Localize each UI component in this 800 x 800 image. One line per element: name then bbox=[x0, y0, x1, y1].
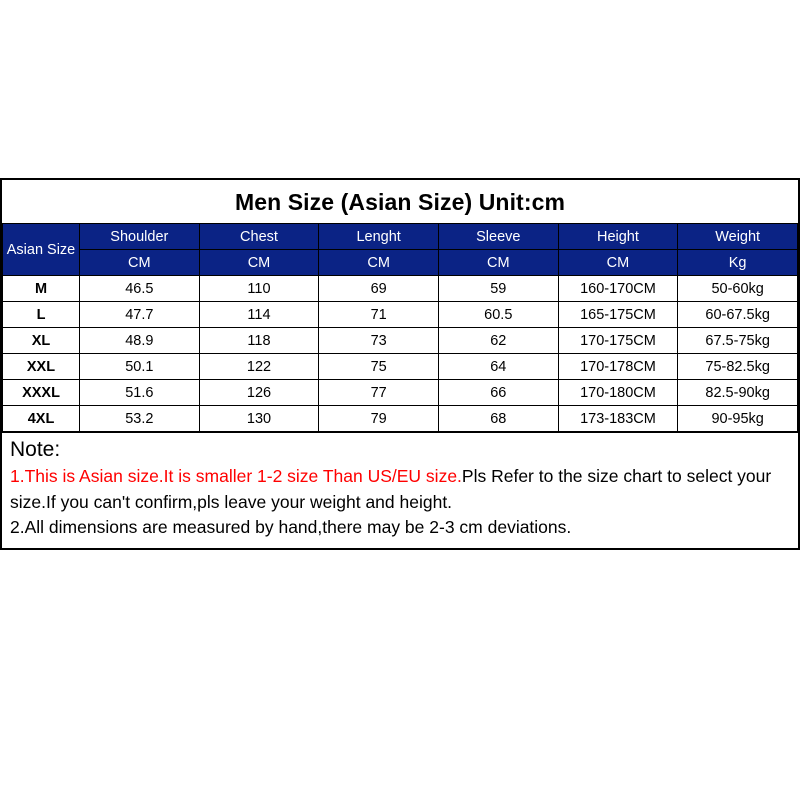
unit-chest: CM bbox=[199, 250, 319, 276]
unit-sleeve: CM bbox=[438, 250, 558, 276]
cell-chest: 126 bbox=[199, 380, 319, 406]
note-line-1 bbox=[10, 464, 792, 515]
cell-shoulder: 48.9 bbox=[80, 328, 200, 354]
table-header bbox=[3, 224, 798, 276]
cell-sleeve: 62 bbox=[438, 328, 558, 354]
cell-chest: 110 bbox=[199, 276, 319, 302]
table-row bbox=[3, 302, 798, 328]
cell-length: 75 bbox=[319, 354, 439, 380]
column-header-chest: Chest bbox=[199, 224, 319, 250]
cell-height: 173-183CM bbox=[558, 406, 678, 432]
note-title: Note: bbox=[10, 438, 61, 461]
column-header-length: Lenght bbox=[319, 224, 439, 250]
cell-weight: 90-95kg bbox=[678, 406, 798, 432]
cell-sleeve: 66 bbox=[438, 380, 558, 406]
size-table bbox=[2, 223, 798, 432]
cell-weight: 50-60kg bbox=[678, 276, 798, 302]
cell-shoulder: 47.7 bbox=[80, 302, 200, 328]
cell-height: 170-178CM bbox=[558, 354, 678, 380]
cell-length: 71 bbox=[319, 302, 439, 328]
table-header-row-labels bbox=[3, 224, 798, 250]
cell-sleeve: 59 bbox=[438, 276, 558, 302]
column-header-shoulder: Shoulder bbox=[80, 224, 200, 250]
note-panel bbox=[0, 432, 800, 550]
cell-height: 170-175CM bbox=[558, 328, 678, 354]
cell-weight: 67.5-75kg bbox=[678, 328, 798, 354]
chart-title: Men Size (Asian Size) Unit:cm bbox=[234, 189, 566, 215]
note-line-1-red: 1.This is Asian size.It is smaller 1-2 size Than US/EU size. bbox=[10, 466, 462, 487]
cell-weight: 75-82.5kg bbox=[678, 354, 798, 380]
cell-shoulder: 51.6 bbox=[80, 380, 200, 406]
unit-weight: Kg bbox=[678, 250, 798, 276]
cell-length: 69 bbox=[319, 276, 439, 302]
column-header-sleeve: Sleeve bbox=[438, 224, 558, 250]
cell-size: M bbox=[3, 276, 80, 302]
cell-sleeve: 64 bbox=[438, 354, 558, 380]
cell-length: 77 bbox=[319, 380, 439, 406]
table-row bbox=[3, 406, 798, 432]
unit-height: CM bbox=[558, 250, 678, 276]
unit-shoulder: CM bbox=[80, 250, 200, 276]
table-row bbox=[3, 354, 798, 380]
cell-height: 165-175CM bbox=[558, 302, 678, 328]
cell-size: 4XL bbox=[3, 406, 80, 432]
cell-size: XXL bbox=[3, 354, 80, 380]
column-header-height: Height bbox=[558, 224, 678, 250]
cell-shoulder: 53.2 bbox=[80, 406, 200, 432]
note-line-2: 2.All dimensions are measured by hand,there may be 2-3 cm deviations. bbox=[10, 517, 572, 537]
column-header-asian-size: Asian Size bbox=[3, 224, 80, 276]
table-row bbox=[3, 328, 798, 354]
cell-shoulder: 46.5 bbox=[80, 276, 200, 302]
cell-height: 170-180CM bbox=[558, 380, 678, 406]
unit-length: CM bbox=[319, 250, 439, 276]
cell-sleeve: 68 bbox=[438, 406, 558, 432]
column-header-weight: Weight bbox=[678, 224, 798, 250]
cell-length: 73 bbox=[319, 328, 439, 354]
cell-height: 160-170CM bbox=[558, 276, 678, 302]
cell-sleeve: 60.5 bbox=[438, 302, 558, 328]
cell-chest: 114 bbox=[199, 302, 319, 328]
table-header-row-units bbox=[3, 250, 798, 276]
table-row bbox=[3, 276, 798, 302]
note-line-1-black: Pls Refer to the size chart to select your size.If you can't confirm,pls leave your weight and height. bbox=[10, 466, 772, 512]
cell-weight: 82.5-90kg bbox=[678, 380, 798, 406]
cell-size: XXXL bbox=[3, 380, 80, 406]
size-chart-panel bbox=[0, 178, 800, 432]
cell-size: XL bbox=[3, 328, 80, 354]
cell-shoulder: 50.1 bbox=[80, 354, 200, 380]
cell-length: 79 bbox=[319, 406, 439, 432]
table-body bbox=[3, 276, 798, 432]
cell-chest: 122 bbox=[199, 354, 319, 380]
size-chart-document bbox=[0, 178, 800, 550]
cell-size: L bbox=[3, 302, 80, 328]
cell-weight: 60-67.5kg bbox=[678, 302, 798, 328]
cell-chest: 118 bbox=[199, 328, 319, 354]
cell-chest: 130 bbox=[199, 406, 319, 432]
table-row bbox=[3, 380, 798, 406]
